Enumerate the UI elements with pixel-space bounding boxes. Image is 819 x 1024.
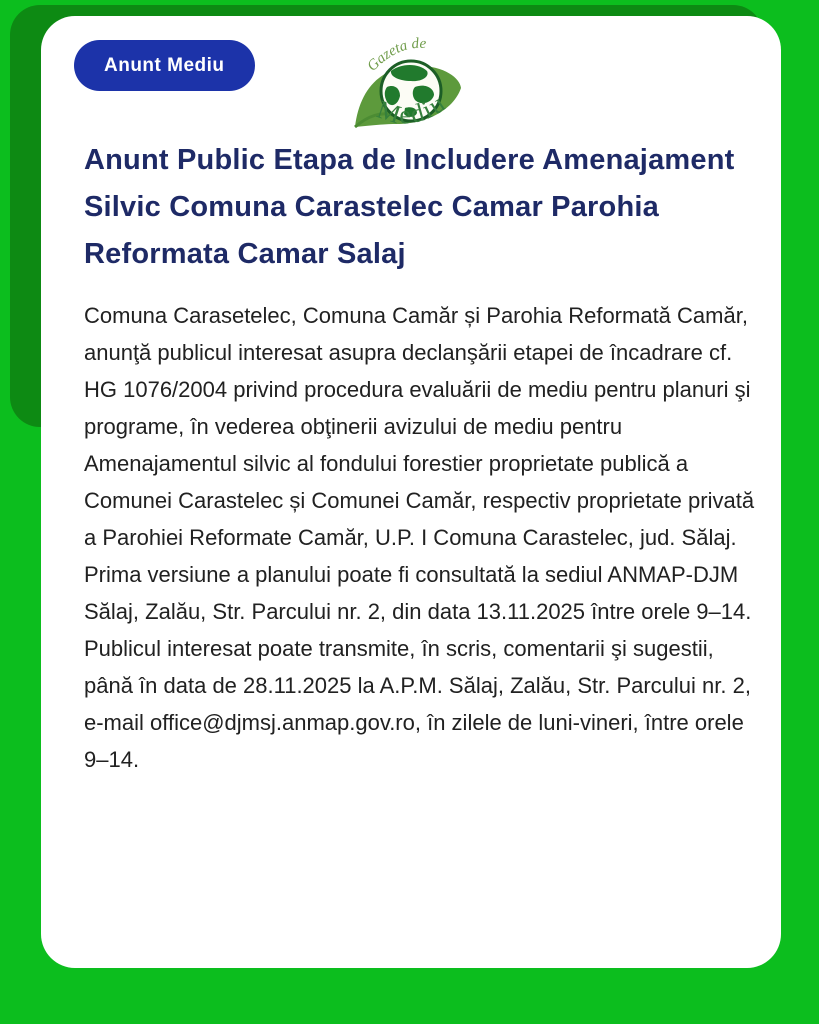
page-title: Anunt Public Etapa de Includere Amenajament Silvic Comuna Carastelec Camar Parohia Reformata Camar Salaj [84,144,735,270]
gazeta-de-mediu-logo [347,24,479,144]
logo-bottom-label: Mediu [373,87,452,131]
logo-graphic [347,24,479,144]
announcement-body: Comuna Carasetelec, Comuna Camăr și Parohia Reformată Camăr, anunţă publicul interesat asupra declanşării etapei de încadrare cf. HG 1076/2004 privind procedura evaluării de mediu pentru planuri şi programe, în vederea obţinerii avizului de mediu pentru Amenajamentul silvic al fondului forestier proprietate publică a Comunei Carastelec și Comunei Camăr, respectiv proprietate privată a Parohiei Reformate Camăr, U.P. I Comuna Carastelec, jud. Sălaj. Prima versiune a planului poate fi consultată la sediul ANMAP-DJM Sălaj, Zalău, Str. Parcului nr. 2, din data 13.11.2025 între orele 9–14. Publicul interesat poate transmite, în scris, comentarii şi sugestii, până în data de 28.11.2025 la A.P.M. Sălaj, Zalău, Str. Parcului nr. 2, e-mail office@djmsj.anmap.gov.ro, în zilele de luni-vineri, între orele 9–14. [84,303,755,772]
logo-top-label: Gazeta de [364,35,427,75]
category-badge-button[interactable]: Anunt Mediu [74,40,255,91]
announcement-card [41,16,781,968]
